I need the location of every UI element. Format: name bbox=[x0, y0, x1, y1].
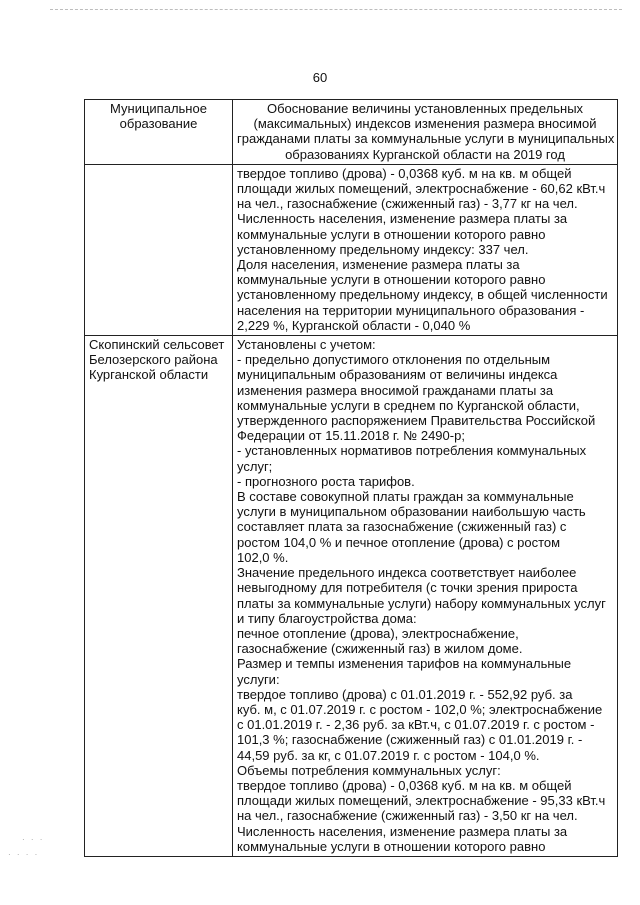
justification-line: Федерации от 15.11.2018 г. № 2490-р; bbox=[237, 428, 465, 444]
justification-line: установленному предельному индексу, в общей численности bbox=[237, 287, 608, 303]
justification-line: - прогнозного роста тарифов. bbox=[237, 473, 415, 489]
justification-line: услуг; bbox=[237, 458, 273, 474]
header-line: гражданами платы за коммунальные услуги в муниципальных bbox=[237, 131, 615, 147]
justification-line: ростом 104,0 % и печное отопление (дрова) с ростом bbox=[237, 534, 561, 550]
justification-line: Доля населения, изменение размера платы за bbox=[237, 257, 520, 273]
justification-line: коммунальные услуги в среднем по Курганской области, bbox=[237, 397, 580, 413]
justification-line: твердое топливо (дрова) - 0,0368 куб. м на кв. м общей bbox=[237, 165, 572, 181]
table-body bbox=[85, 164, 618, 856]
justification-line: с 01.01.2019 г. - 2,36 руб. за кВт.ч, с 01.07.2019 г. с ростом - bbox=[237, 717, 595, 733]
scan-speck: · · · · bbox=[8, 850, 40, 859]
justification-line: установленному предельному индексу: 337 чел. bbox=[237, 241, 529, 257]
justification-line: Размер и темпы изменения тарифов на коммунальные bbox=[237, 656, 572, 672]
justification-line: куб. м, с 01.07.2019 г. с ростом - 102,0 %; электроснабжение bbox=[237, 701, 603, 717]
justification-line: Численность населения, изменение размера платы за bbox=[237, 823, 568, 839]
table-header-row bbox=[85, 100, 618, 165]
justification-line: коммунальные услуги в отношении которого равно bbox=[237, 226, 546, 242]
header-line: (максимальных) индексов изменения размера вносимой bbox=[253, 116, 597, 132]
justification-line: Значение предельного индекса соответствует наиболее bbox=[237, 565, 577, 581]
justification-line: - установленных нормативов потребления коммунальных bbox=[237, 443, 587, 459]
municipality-line: Курганской области bbox=[89, 367, 209, 383]
justification-line: 44,59 руб. за кг, с 01.07.2019 г. с ростом - 104,0 %. bbox=[237, 747, 540, 763]
justification-line: - предельно допустимого отклонения по отдельным bbox=[237, 352, 551, 368]
justification-line: составляет плата за газоснабжение (сжиженный газ) с bbox=[237, 519, 567, 535]
justification-cell bbox=[233, 336, 618, 857]
scan-top-edge bbox=[50, 9, 622, 10]
justification-line: изменения размера вносимой гражданами платы за bbox=[237, 382, 554, 398]
header-line: Муниципальное bbox=[110, 101, 207, 116]
justification-line: платы за коммунальные услуги) набору коммунальных услуг bbox=[237, 595, 606, 611]
justification-line: утвержденного распоряжением Правительства Российской bbox=[237, 413, 596, 429]
municipality-line: Скопинский сельсовет bbox=[89, 337, 225, 353]
justification-line: 102,0 %. bbox=[237, 549, 289, 565]
justification-line: населения на территории муниципального образования - bbox=[237, 302, 585, 318]
header-line: Обоснование величины установленных предельных bbox=[266, 101, 584, 116]
municipality-line: Белозерского района bbox=[89, 352, 218, 368]
municipality-cell bbox=[85, 336, 233, 857]
justification-table bbox=[84, 99, 618, 857]
justification-line: газоснабжение (сжиженный газ) в жилом доме. bbox=[237, 641, 523, 657]
justification-line: и типу благоустройства дома: bbox=[237, 610, 417, 626]
header-municipality bbox=[85, 100, 233, 165]
justification-line: невыгодному для потребителя (с точки зрения прироста bbox=[237, 580, 578, 596]
justification-line: 2,229 %, Курганской области - 0,040 % bbox=[237, 317, 471, 333]
header-justification bbox=[233, 100, 618, 165]
justification-line: Установлены с учетом: bbox=[237, 337, 376, 353]
header-line: образование bbox=[119, 116, 198, 132]
justification-line: печное отопление (дрова), электроснабжение, bbox=[237, 625, 519, 641]
justification-cell bbox=[233, 164, 618, 335]
justification-line: Численность населения, изменение размера платы за bbox=[237, 211, 568, 227]
justification-line: площади жилых помещений, электроснабжение - 60,62 кВт.ч bbox=[237, 181, 606, 197]
justification-line: услуги в муниципальном образовании наибольшую часть bbox=[237, 504, 586, 520]
justification-line: площади жилых помещений, электроснабжение - 95,33 кВт.ч bbox=[237, 793, 606, 809]
justification-line: на чел., газоснабжение (сжиженный газ) - 3,77 кг на чел. bbox=[237, 196, 578, 212]
table-row bbox=[85, 336, 618, 857]
justification-line: 101,3 %; газоснабжение (сжиженный газ) с 01.01.2019 г. - bbox=[237, 732, 583, 748]
justification-line: Объемы потребления коммунальных услуг: bbox=[237, 762, 501, 778]
table-row bbox=[85, 164, 618, 335]
justification-line: коммунальные услуги в отношении которого равно bbox=[237, 838, 546, 854]
justification-line: услуги: bbox=[237, 671, 280, 687]
justification-line: твердое топливо (дрова) с 01.01.2019 г. - 552,92 руб. за bbox=[237, 686, 573, 702]
municipality-cell bbox=[85, 164, 233, 335]
justification-line: на чел., газоснабжение (сжиженный газ) - 3,50 кг на чел. bbox=[237, 808, 578, 824]
justification-line: муниципальным образованиям от величины индекса bbox=[237, 367, 558, 383]
justification-line: твердое топливо (дрова) - 0,0368 куб. м на кв. м общей bbox=[237, 777, 572, 793]
page-number: 60 bbox=[312, 70, 328, 85]
justification-line: коммунальные услуги в отношении которого равно bbox=[237, 272, 546, 288]
justification-line: В составе совокупной платы граждан за коммунальные bbox=[237, 489, 574, 505]
header-line: образованиях Курганской области на 2019 год bbox=[285, 146, 565, 162]
scan-speck: · · · bbox=[22, 835, 45, 844]
